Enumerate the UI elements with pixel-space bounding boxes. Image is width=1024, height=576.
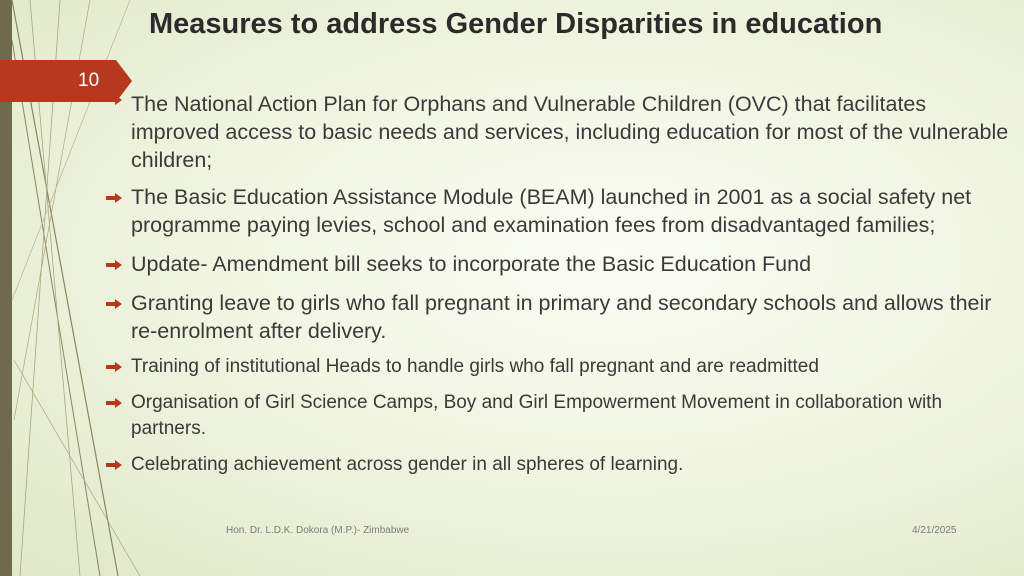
- arrow-bullet-icon: [106, 299, 122, 309]
- arrow-bullet-icon: [106, 460, 122, 470]
- bullet-item: [106, 354, 1016, 380]
- arrow-bullet-icon: [106, 95, 122, 105]
- bullet-list: [106, 90, 1016, 478]
- bullet-text: The National Action Plan for Orphans and Vulnerable Children (OVC) that facilitates improved access to basic needs and services, including education for most of the vulnerable children;: [131, 92, 1009, 172]
- bullet-item: [106, 390, 1016, 442]
- bullet-item: [106, 183, 1016, 239]
- bullet-text: Update- Amendment bill seeks to incorporate the Basic Education Fund: [131, 252, 812, 276]
- arrow-bullet-icon: [106, 398, 122, 408]
- arrow-bullet-icon: [106, 362, 122, 372]
- arrow-bullet-icon: [106, 193, 122, 203]
- bullet-text: Granting leave to girls who fall pregnant in primary and secondary schools and allows their re-enrolment after delivery.: [131, 291, 992, 343]
- bullet-text: Celebrating achievement across gender in all spheres of learning.: [131, 454, 684, 475]
- bullet-item: [106, 452, 1016, 478]
- bullet-text: Training of institutional Heads to handle girls who fall pregnant and are readmitted: [131, 356, 819, 377]
- bullet-text: Organisation of Girl Science Camps, Boy and Girl Empowerment Movement in collaboration with partners.: [131, 392, 943, 439]
- slide-number: 10: [78, 70, 100, 91]
- bullet-item: [106, 250, 1016, 278]
- footer-presenter: Hon. Dr. L.D.K. Dokora (M.P.)- Zimbabwe: [226, 525, 410, 536]
- slide-title: Measures to address Gender Disparities in education: [149, 8, 883, 40]
- bullet-item: [106, 90, 1016, 174]
- bullet-text: The Basic Education Assistance Module (BEAM) launched in 2001 as a social safety net programme paying levies, school and examination fees from disadvantaged families;: [131, 185, 972, 237]
- footer-date: 4/21/2025: [912, 525, 957, 536]
- bullet-item: [106, 289, 1016, 345]
- arrow-bullet-icon: [106, 260, 122, 270]
